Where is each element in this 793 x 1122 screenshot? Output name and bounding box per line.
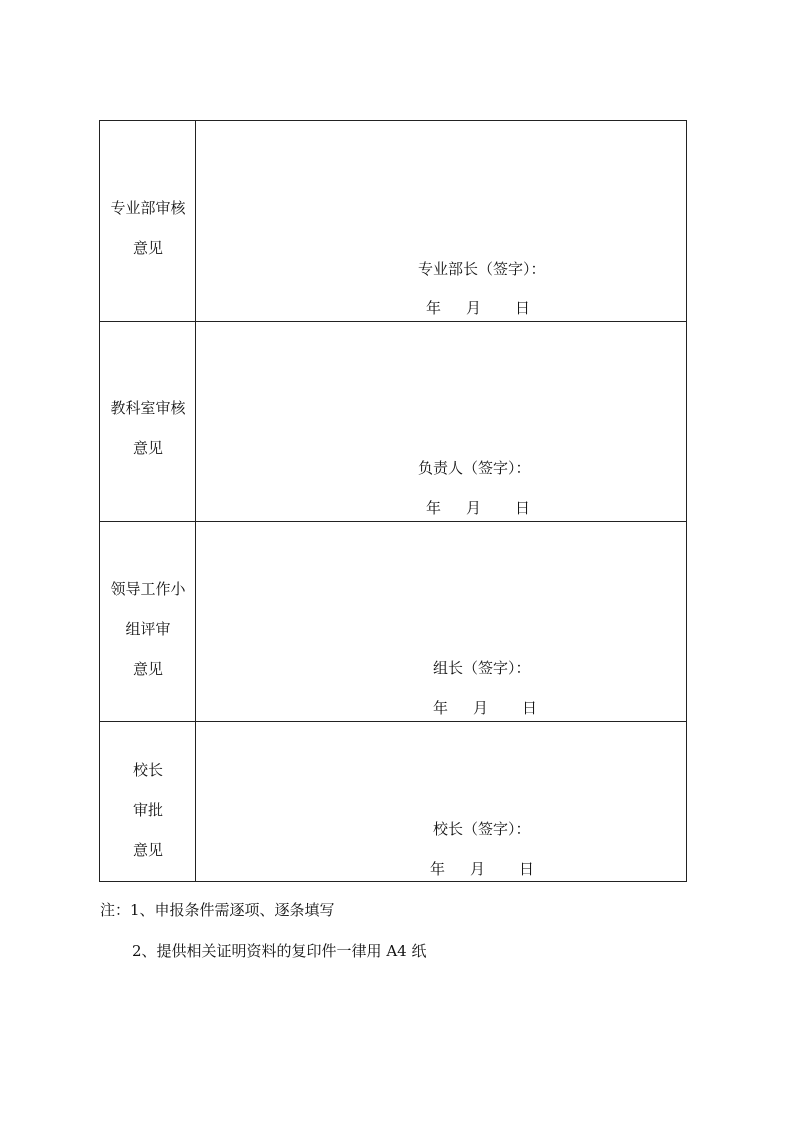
date-line [433, 698, 553, 718]
row-label-line: 意见 [132, 660, 163, 678]
row-label-line: 组评审 [125, 620, 171, 638]
row-label-line: 领导工作小 [110, 580, 186, 598]
date-month: 月 [473, 699, 489, 717]
row-label-cell [100, 522, 196, 721]
review-row-department [100, 121, 686, 322]
date-day: 日 [515, 499, 531, 517]
row-label-cell [100, 722, 196, 881]
signature-label: 组长（签字）： [433, 659, 531, 677]
date-day: 日 [519, 860, 535, 878]
row-label-line: 专业部审核 [110, 199, 186, 217]
row-label-line: 意见 [132, 841, 163, 859]
date-year: 年 [426, 499, 442, 517]
row-label-line: 意见 [132, 439, 163, 457]
review-row-leadership-group [100, 522, 686, 722]
row-label-cell [100, 322, 196, 521]
signature-label: 专业部长（签字）： [418, 260, 546, 278]
date-year: 年 [426, 299, 442, 317]
date-month: 月 [466, 499, 482, 517]
row-label-line: 校长 [132, 761, 163, 779]
review-row-principal [100, 722, 686, 881]
signature-label: 负责人（签字）： [418, 459, 531, 477]
date-day: 日 [515, 299, 531, 317]
date-year: 年 [433, 699, 449, 717]
date-month: 月 [466, 299, 482, 317]
date-line [426, 298, 546, 318]
date-day: 日 [522, 699, 538, 717]
date-year: 年 [430, 860, 446, 878]
row-label-line: 教科室审核 [110, 399, 186, 417]
date-month: 月 [470, 860, 486, 878]
note-line-2: 2、提供相关证明资料的复印件一律用 A4 纸 [132, 942, 427, 960]
review-row-teaching-office [100, 322, 686, 522]
review-table [99, 120, 687, 882]
date-line [430, 859, 550, 879]
row-label-line: 审批 [132, 801, 163, 819]
row-label-cell [100, 121, 196, 321]
note-line-1: 注：1、申报条件需逐项、逐条填写 [100, 901, 335, 919]
date-line [426, 498, 546, 518]
row-label-line: 意见 [132, 239, 163, 257]
signature-label: 校长（签字）： [433, 820, 531, 838]
